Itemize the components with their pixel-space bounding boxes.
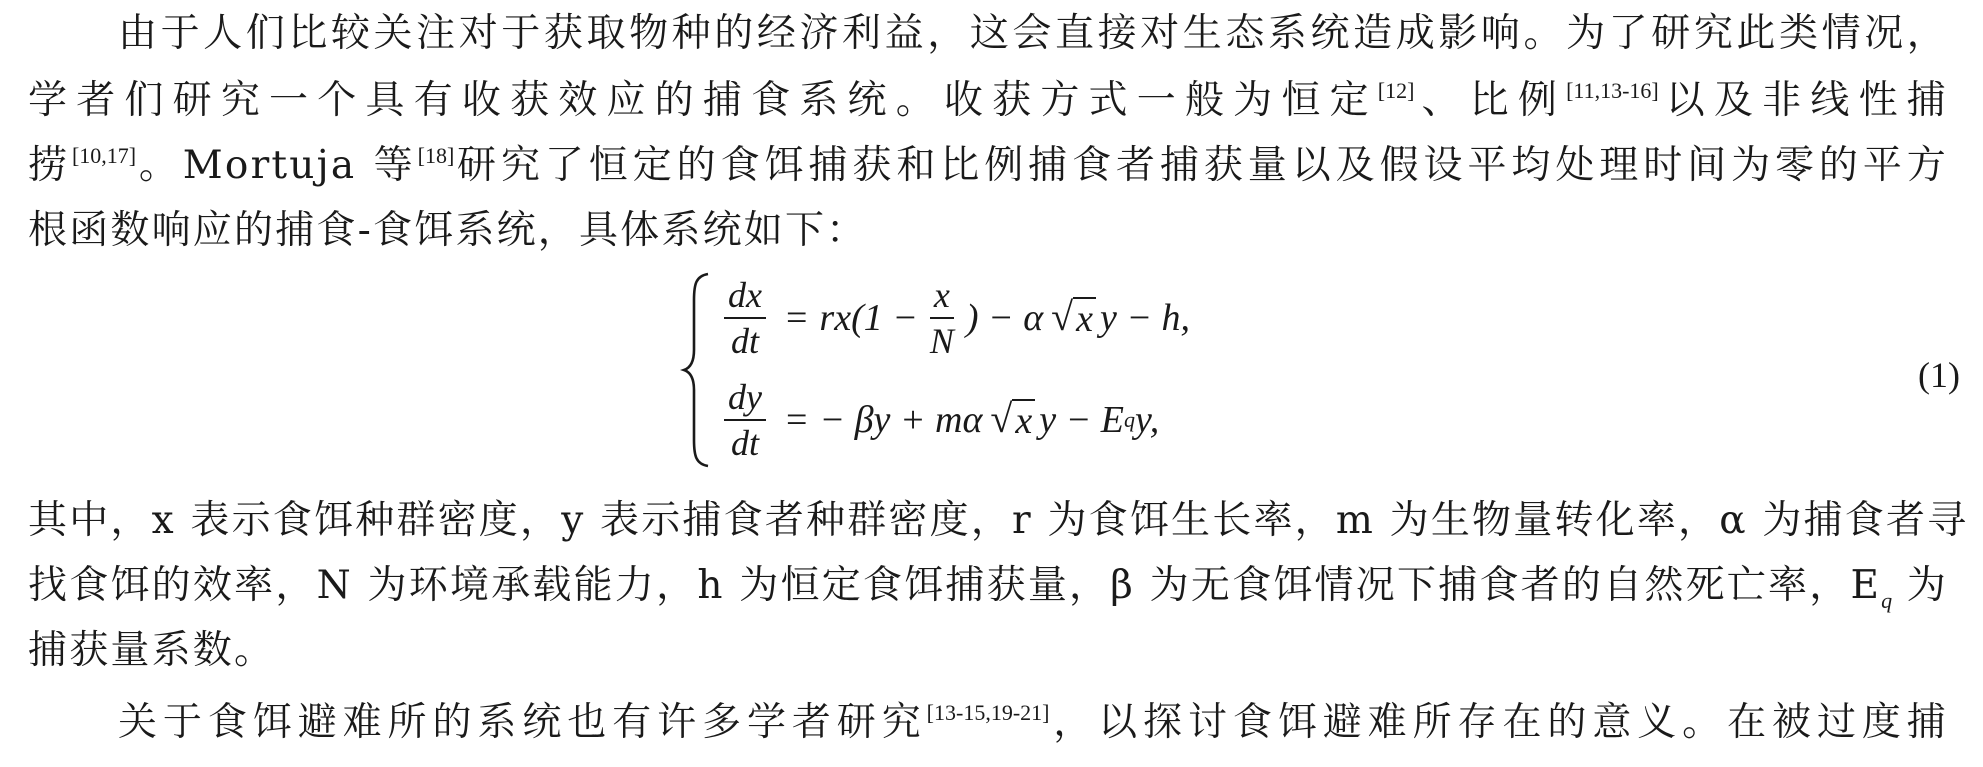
text-span: 关于食饵避难所的系统也有许多学者研究 [118,700,927,745]
left-brace-icon [680,270,714,470]
paragraph1-line4 [28,205,1948,257]
text-span: 捞 [28,143,72,188]
radicand: x [1073,297,1096,339]
fraction-x-over-n [926,275,958,361]
radical-sign-icon: √ [990,396,1013,441]
fraction-numerator: x [930,275,954,319]
paragraph1-line2 [28,75,1948,127]
text-span: ，以探讨食饵避难所存在的意义。在被过度捕 [1049,700,1948,745]
paragraph2-line3 [28,625,1948,677]
paragraph1-line3 [28,140,1948,192]
text-span: 学者们研究一个具有收获效应的捕食系统。收获方式一般为恒定 [28,78,1378,123]
text-span: 其中，x 表示食饵种群密度，y 表示捕食者种群密度，r 为食饵生长率，m 为生物量转化率，α 为捕食者寻 [28,498,1969,543]
text-span: 为 [1906,563,1948,608]
square-root [1051,294,1096,340]
citation-ref: [12] [1377,78,1415,103]
text-span: 。Mortuja 等 [136,143,418,188]
fraction-denominator: dt [730,423,759,463]
fraction-denominator: dt [730,321,759,361]
radical-sign-icon: √ [1051,294,1074,339]
equation-number: (1) [1918,355,1960,395]
text-span: 、比例 [1414,78,1567,123]
text-span: 由于人们比较关注对于获取物种的经济利益，这会直接对生态系统造成影响。为了研究此类情况， [118,11,1948,56]
citation-ref: [18] [417,143,455,168]
text-span: 研究了恒定的食饵捕获和比例捕食者捕获量以及假设平均处理时间为零的平方 [454,143,1948,188]
math-term: rx(1 − [819,297,918,339]
derivative-dx-dt [724,275,766,361]
square-root [990,396,1035,442]
derivative-dy-dt [724,377,766,463]
citation-ref: [10,17] [71,143,137,168]
text-span: 以及非线性捕 [1658,78,1949,123]
paragraph1-line1 [118,8,1948,60]
math-term: y − E [1039,399,1124,441]
fraction-numerator: dy [724,377,766,421]
citation-ref: [13-15,19-21] [926,700,1050,725]
fraction-numerator: dx [724,275,766,319]
citation-ref: [11,13-16] [1566,78,1659,103]
math-term: ) − α [965,297,1044,339]
equation-row-2: $\frac{dy}{dt}$ = − βy + mα √ x y − E q y, [716,372,1159,468]
paragraph3-line1 [118,697,1948,749]
text-span: 捕获量系数。 [28,628,276,673]
fraction-denominator: N [929,321,954,361]
text-span: 找食饵的效率，N 为环境承载能力，h 为恒定食饵捕获量，β 为无食饵情况下捕食者的自然死亡率，E [28,563,1882,608]
radicand: x [1012,399,1035,441]
math-term: y, [1134,399,1160,441]
subscript: q [1881,588,1893,613]
paragraph2-line1 [28,495,1969,547]
equation-block [680,270,1970,470]
math-term: − βy + mα [819,399,983,441]
math-term: y − h, [1099,297,1190,339]
text-span: 根函数响应的捕食-食饵系统，具体系统如下： [28,208,868,253]
paragraph2-line2 [28,560,1948,612]
equation-row-1 [716,270,1190,366]
equals-sign: = [785,297,808,339]
equals-sign: = [785,399,808,441]
